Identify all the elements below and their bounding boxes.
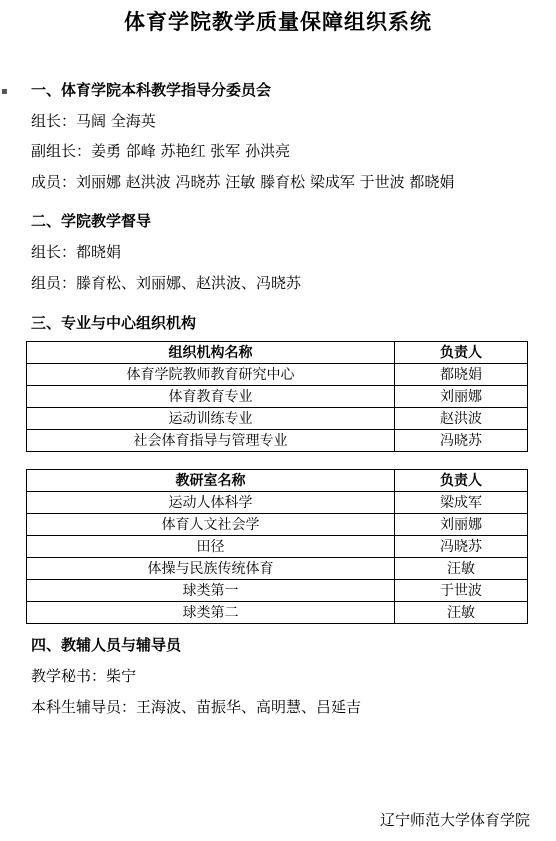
table-row xyxy=(27,602,528,624)
table-cell-leader: 冯晓苏 xyxy=(395,536,528,558)
table-cell-office-name: 田径 xyxy=(27,536,395,558)
table-cell-leader: 汪敏 xyxy=(395,602,528,624)
table-row xyxy=(27,492,528,514)
table-row xyxy=(27,430,528,452)
table-header-row xyxy=(27,470,528,492)
undergraduate-counselors: 本科生辅导员：王海波、苗振华、高明慧、吕延吉 xyxy=(31,698,362,716)
column-header-leader: 负责人 xyxy=(395,470,528,492)
column-header-leader: 负责人 xyxy=(395,342,528,364)
footer-institution: 辽宁师范大学体育学院 xyxy=(379,811,530,829)
table-cell-office-name: 体育人文社会学 xyxy=(27,514,395,536)
table-row xyxy=(27,558,528,580)
table-cell-leader: 刘丽娜 xyxy=(395,386,528,408)
committee-vice-leader: 副组长：姜勇 郃峰 苏艳红 张军 孙洪亮 xyxy=(31,142,291,160)
section-heading-supervision: 二、学院教学督导 xyxy=(31,212,152,230)
table-cell-org-name: 体育学院教师教育研究中心 xyxy=(27,364,395,386)
table-cell-leader: 于世波 xyxy=(395,580,528,602)
table-cell-leader: 冯晓苏 xyxy=(395,430,528,452)
table-row xyxy=(27,364,528,386)
table-row xyxy=(27,408,528,430)
paragraph-mark: ▪ xyxy=(1,86,8,97)
table-header-row xyxy=(27,342,528,364)
table-row xyxy=(27,536,528,558)
column-header-office-name: 教研室名称 xyxy=(27,470,395,492)
table-cell-leader: 都晓娟 xyxy=(395,364,528,386)
teaching-secretary: 教学秘书：柴宁 xyxy=(31,667,137,685)
page-title: 体育学院教学质量保障组织系统 xyxy=(124,10,432,34)
table-cell-office-name: 球类第二 xyxy=(27,602,395,624)
committee-leader: 组长：马阔 全海英 xyxy=(31,112,156,130)
supervision-members: 组员：滕育松、刘丽娜、赵洪波、冯晓苏 xyxy=(31,274,302,292)
table-row xyxy=(27,514,528,536)
table-cell-leader: 刘丽娜 xyxy=(395,514,528,536)
table-cell-office-name: 体操与民族传统体育 xyxy=(27,558,395,580)
table-cell-org-name: 运动训练专业 xyxy=(27,408,395,430)
committee-members: 成员：刘丽娜 赵洪波 冯晓苏 汪敏 滕育松 梁成军 于世波 都晓娟 xyxy=(31,173,455,191)
supervision-leader: 组长：都晓娟 xyxy=(31,243,122,261)
column-header-org-name: 组织机构名称 xyxy=(27,342,395,364)
section-heading-committee: 一、体育学院本科教学指导分委员会 xyxy=(31,81,272,99)
table-cell-org-name: 社会体育指导与管理专业 xyxy=(27,430,395,452)
table-row xyxy=(27,580,528,602)
table-cell-leader: 赵洪波 xyxy=(395,408,528,430)
table-cell-leader: 汪敏 xyxy=(395,558,528,580)
table-row xyxy=(27,386,528,408)
table-cell-leader: 梁成军 xyxy=(395,492,528,514)
section-heading-organizations: 三、专业与中心组织机构 xyxy=(31,314,197,332)
table-cell-office-name: 球类第一 xyxy=(27,580,395,602)
teaching-office-table xyxy=(26,469,528,624)
organization-table xyxy=(26,341,528,452)
table-cell-org-name: 体育教育专业 xyxy=(27,386,395,408)
table-cell-office-name: 运动人体科学 xyxy=(27,492,395,514)
section-heading-support-staff: 四、教辅人员与辅导员 xyxy=(31,636,182,654)
